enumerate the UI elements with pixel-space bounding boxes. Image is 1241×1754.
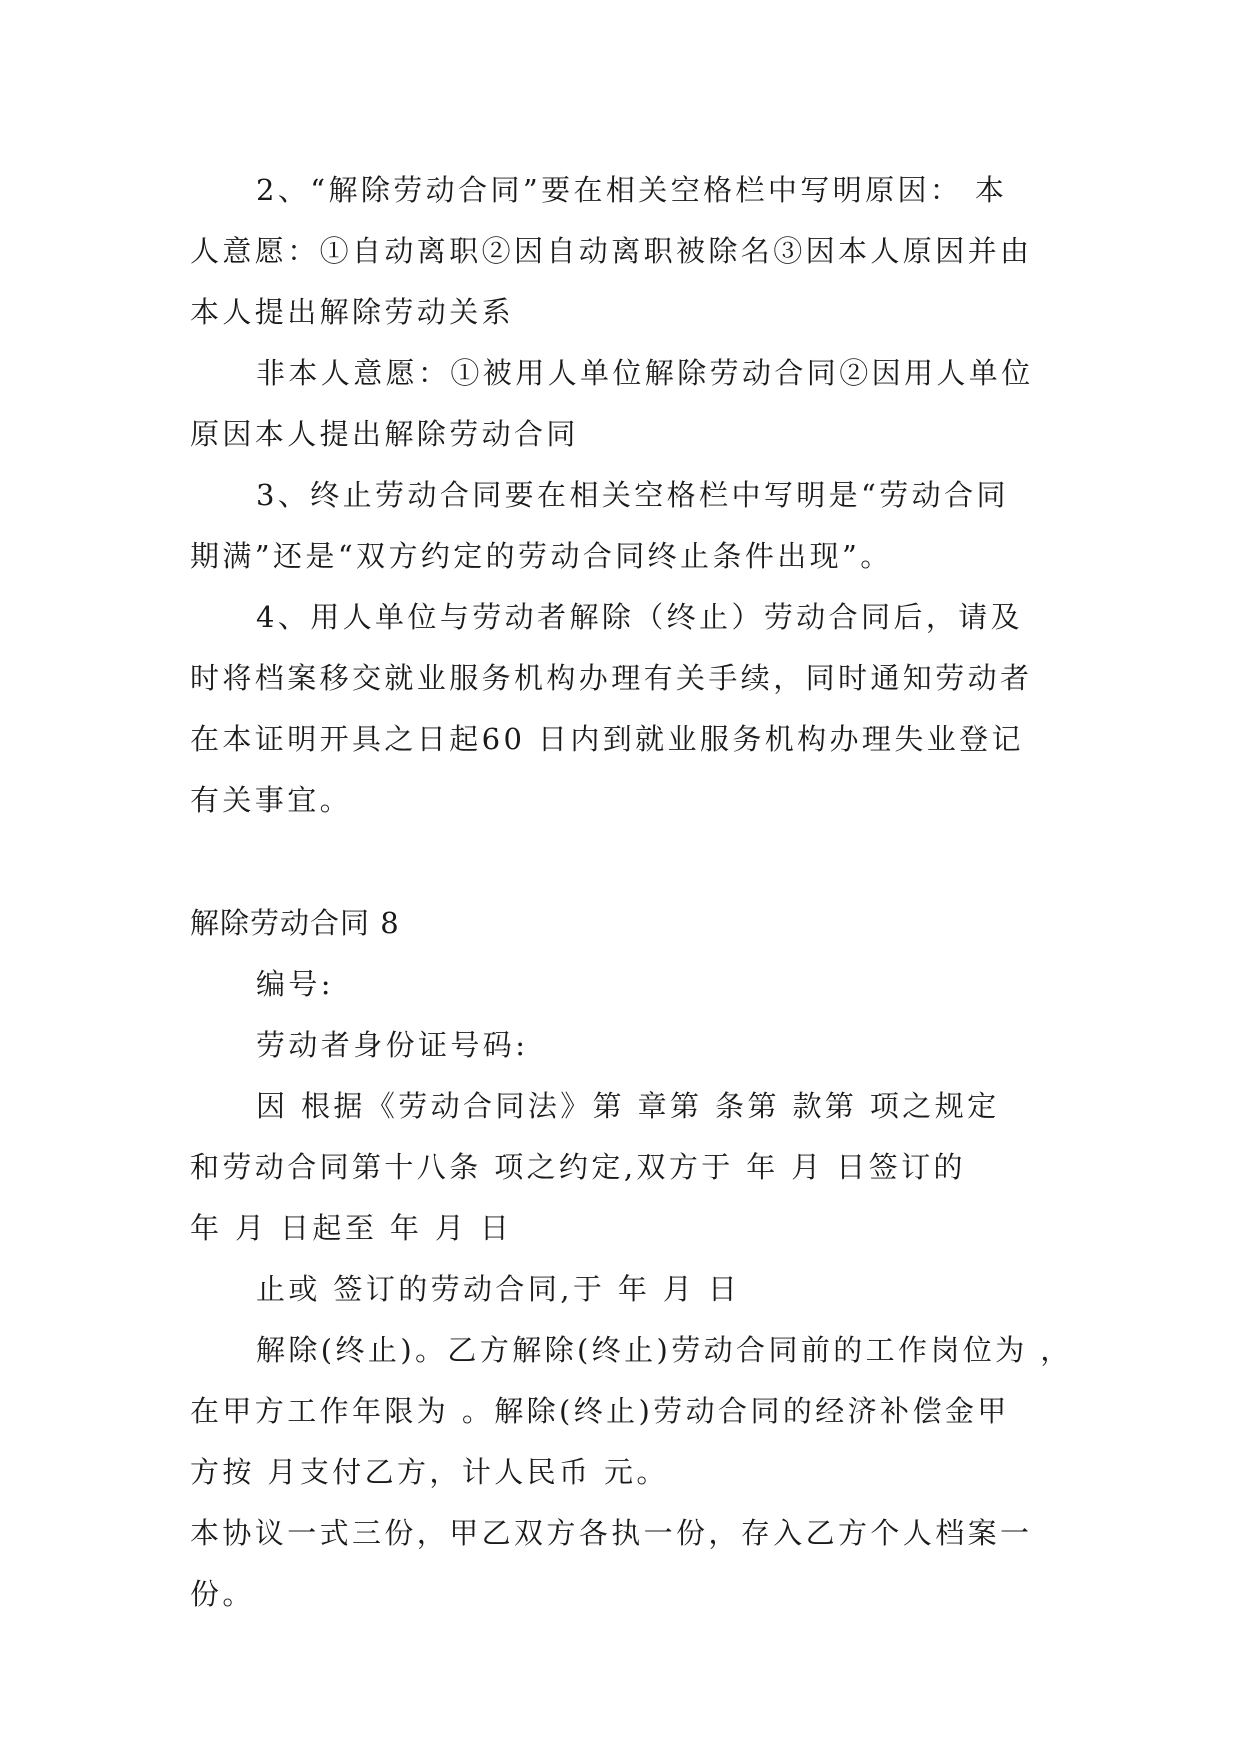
note-paragraph-4-line-1: 4、用人单位与劳动者解除（终止）劳动合同后，请及: [256, 600, 1024, 634]
document-page: [190, 160, 1073, 1625]
termination-line-2: 在甲方工作年限为 。解除(终止)劳动合同的经济补偿金甲: [190, 1394, 1010, 1428]
copies-line-1: 本协议一式三份，甲乙双方各执一份，存入乙方个人档案一: [190, 1516, 1033, 1550]
termination-line-1: 解除(终止)。乙方解除(终止)劳动合同前的工作岗位为 ，: [256, 1333, 1073, 1367]
contract-clause-line-3: 年 月 日起至 年 月 日: [190, 1211, 513, 1245]
note-non-self-line-1: 非本人意愿：①被用人单位解除劳动合同②因用人单位: [256, 356, 1034, 390]
contract-clause-line-2: 和劳动合同第十八条 项之约定,双方于 年 月 日签订的: [190, 1150, 966, 1184]
section-heading: 解除劳动合同 8: [190, 906, 400, 940]
contract-number-label: 编号:: [256, 967, 334, 1001]
copies-line-2: 份。: [190, 1577, 255, 1611]
id-number-label: 劳动者身份证号码:: [256, 1028, 529, 1062]
note-paragraph-3-line-2: 期满”还是“双方约定的劳动合同终止条件出现”。: [190, 539, 893, 573]
contract-clause-line-4: 止或 签订的劳动合同,于 年 月 日: [256, 1272, 741, 1306]
note-non-self-line-2: 原因本人提出解除劳动合同: [190, 417, 579, 451]
note-paragraph-2-line-1: 2、“解除劳动合同”要在相关空格栏中写明原因： 本: [256, 173, 1008, 207]
note-paragraph-4-line-4: 有关事宜。: [190, 783, 353, 817]
note-paragraph-4-line-2: 时将档案移交就业服务机构办理有关手续，同时通知劳动者: [190, 661, 1033, 695]
section-gap: [190, 831, 1052, 893]
note-paragraph-2-line-2: 人意愿：①自动离职②因自动离职被除名③因本人原因并由: [190, 234, 1033, 268]
note-paragraph-4-line-3: 在本证明开具之日起60 日内到就业服务机构办理失业登记: [190, 722, 1024, 756]
note-paragraph-2-line-3: 本人提出解除劳动关系: [190, 295, 515, 329]
contract-clause-line-1: 因 根据《劳动合同法》第 章第 条第 款第 项之规定: [256, 1089, 1000, 1123]
termination-line-3: 方按 月支付乙方，计人民币 元。: [190, 1455, 669, 1489]
note-paragraph-3-line-1: 3、终止劳动合同要在相关空格栏中写明是“劳动合同: [256, 478, 1009, 512]
